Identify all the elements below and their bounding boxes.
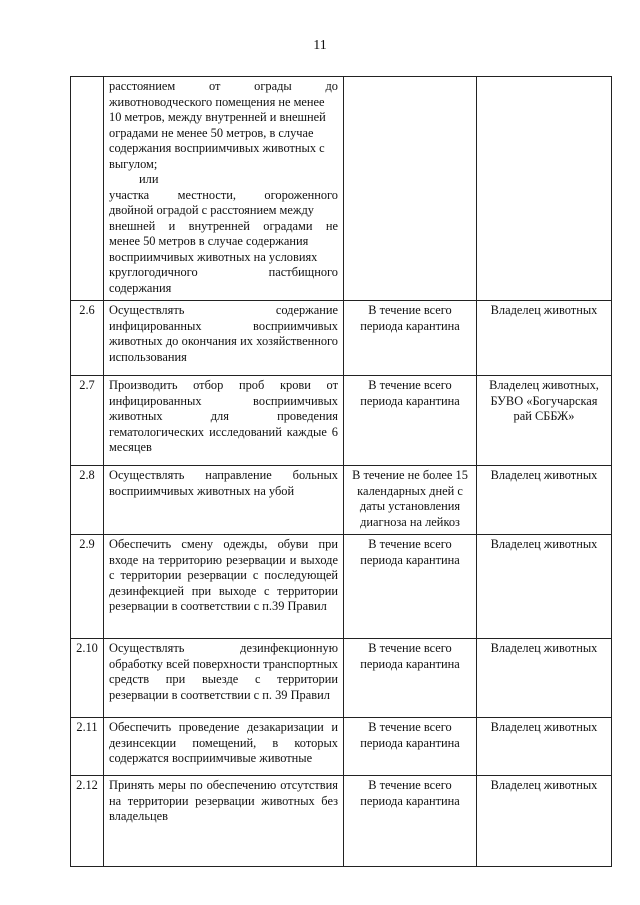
action-cell bbox=[104, 718, 344, 776]
table-row-continuation bbox=[71, 77, 612, 301]
term-cell: В течение всего периода карантина bbox=[344, 535, 477, 639]
table-row bbox=[71, 718, 612, 776]
text-line: внешней и внутренней оградами не bbox=[109, 218, 338, 233]
table-row bbox=[71, 535, 612, 639]
text-line: участка местности, огороженного bbox=[109, 187, 338, 202]
row-number-cell bbox=[71, 77, 104, 301]
term-cell: В течение всего периода карантина bbox=[344, 776, 477, 867]
text-line: расстоянием от ограды до bbox=[109, 79, 338, 93]
term-cell: В течение всего периода карантина bbox=[344, 376, 477, 466]
text-line: содержания bbox=[109, 280, 172, 295]
action-cell bbox=[104, 535, 344, 639]
action-cell bbox=[104, 301, 344, 376]
row-number-cell: 2.10 bbox=[71, 639, 104, 718]
table-row bbox=[71, 466, 612, 535]
responsible-cell: Владелец животных bbox=[477, 776, 612, 867]
text-line: 10 метров, между внутренней и внешней bbox=[109, 110, 326, 124]
action-text: Осуществлять направление больных восприимчивых животных на убой bbox=[109, 468, 338, 498]
action-cell bbox=[104, 77, 344, 301]
action-cell bbox=[104, 466, 344, 535]
action-text: Осуществлять содержание инфицированных восприимчивых животных до окончания их хозяйственного использования bbox=[109, 303, 338, 364]
row-number-cell: 2.6 bbox=[71, 301, 104, 376]
action-text: Принять меры по обеспечению отсутствия на территории резервации животных без владельцев bbox=[109, 778, 338, 823]
term-cell: В течение всего периода карантина bbox=[344, 639, 477, 718]
text-line: двойной оградой с расстоянием между bbox=[109, 203, 314, 217]
text-line: оградами не менее 50 метров, в случае bbox=[109, 125, 314, 140]
text-line: менее 50 метров в случае содержания bbox=[109, 234, 309, 248]
action-cell bbox=[104, 776, 344, 867]
responsible-cell: Владелец животных bbox=[477, 639, 612, 718]
page-number: 11 bbox=[313, 38, 327, 53]
responsible-cell: Владелец животных bbox=[477, 718, 612, 776]
action-text: Осуществлять дезинфекционную обработку всей поверхности транспортных средств при выезде с территории резервации в соответствии с п. 39 Правил bbox=[109, 641, 338, 702]
responsible-cell: Владелец животных bbox=[477, 535, 612, 639]
term-cell: В течение не более 15 календарных дней с даты установления диагноза на лейкоз bbox=[344, 466, 477, 535]
row-number-cell: 2.7 bbox=[71, 376, 104, 466]
table-row bbox=[71, 301, 612, 376]
row-number-cell: 2.9 bbox=[71, 535, 104, 639]
term-cell: В течение всего периода карантина bbox=[344, 301, 477, 376]
term-cell bbox=[344, 77, 477, 301]
measures-table bbox=[70, 76, 612, 867]
text-line: или bbox=[139, 172, 159, 186]
row-number-cell: 2.12 bbox=[71, 776, 104, 867]
table-row bbox=[71, 776, 612, 867]
text-line: содержания восприимчивых животных с bbox=[109, 141, 325, 155]
text-line: выгулом; bbox=[109, 156, 158, 171]
text-line: животноводческого помещения не менее bbox=[109, 94, 325, 109]
row-number-cell: 2.11 bbox=[71, 718, 104, 776]
action-cell bbox=[104, 639, 344, 718]
text-line: круглогодичного пастбищного bbox=[109, 265, 338, 279]
responsible-cell bbox=[477, 77, 612, 301]
text-line: восприимчивых животных на условиях bbox=[109, 249, 318, 264]
term-cell: В течение всего периода карантина bbox=[344, 718, 477, 776]
action-text: Обеспечить смену одежды, обуви при входе на территорию резервации и выходе с территории резервации с последующей дезинфекцией при выходе с территории резервации в соответствии с п.39 Правил bbox=[109, 537, 338, 613]
responsible-cell: Владелец животных bbox=[477, 301, 612, 376]
table-row bbox=[71, 639, 612, 718]
table-row bbox=[71, 376, 612, 466]
action-cell bbox=[104, 376, 344, 466]
responsible-cell: Владелец животных bbox=[477, 466, 612, 535]
action-text: Обеспечить проведение дезакаризации и дезинсекции помещений, в которых содержатся восприимчивые животные bbox=[109, 720, 338, 765]
responsible-cell: Владелец животных, БУВО «Богучарская рай СББЖ» bbox=[477, 376, 612, 466]
action-text: Производить отбор проб крови от инфицированных восприимчивых животных для проведения гематологических исследований каждые 6 месяцев bbox=[109, 378, 338, 454]
row-number-cell: 2.8 bbox=[71, 466, 104, 535]
